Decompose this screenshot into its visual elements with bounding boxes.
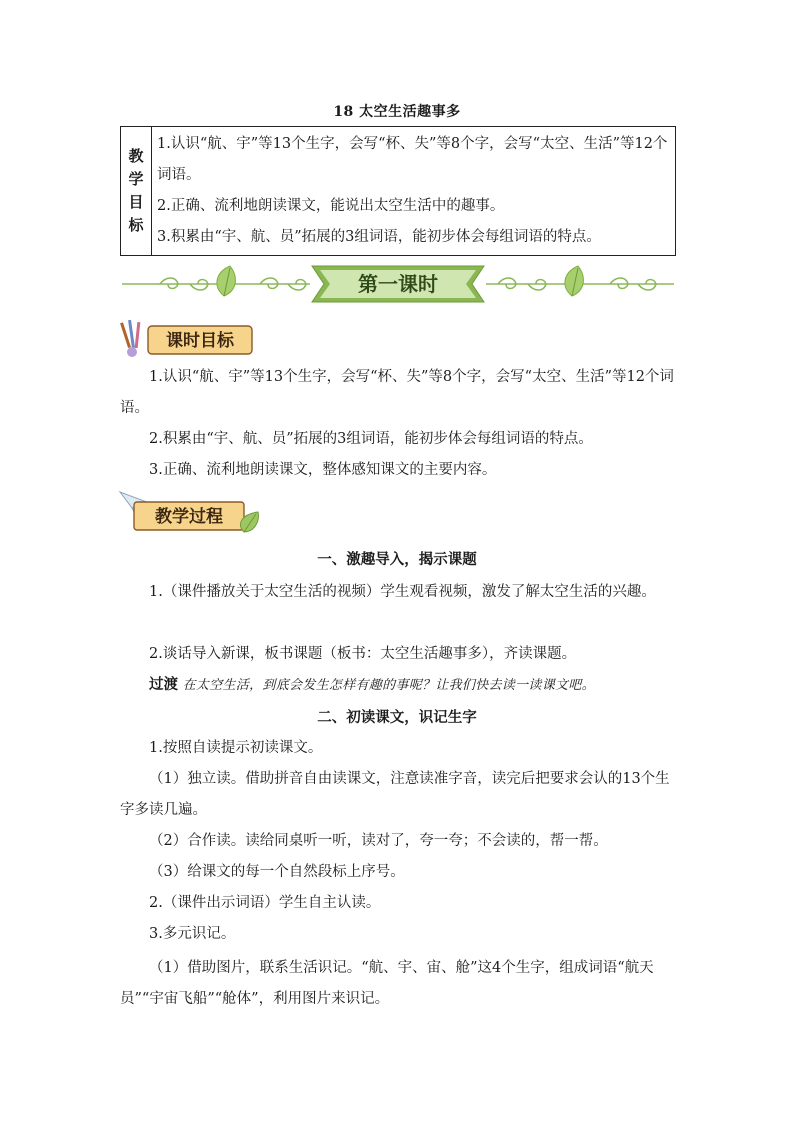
section-heading: 二、初读课文，识记生字 [317,709,477,726]
header-char: 学 [128,170,144,188]
transition-label: 过渡 [149,677,178,693]
paragraph: 1.按照自读提示初读课文。 [149,740,323,756]
teaching-goals-table [120,126,676,256]
teaching-process-tag [118,486,263,541]
goal-item: 3.积累由“宇、航、员”拓展的3组词语，能初步体会每组词语的特点。 [157,229,601,245]
lesson-goal-item: 2.积累由“宇、航、员”拓展的3组词语，能初步体会每组词语的特点。 [149,431,593,447]
paragraph: （2）合作读。读给同桌听一听，读对了，夸一夸；不会读的，帮一帮。 [149,833,608,849]
paragraph: 2.（课件出示词语）学生自主认读。 [149,895,381,911]
lesson-goal-item: 1.认识“航、宇”等13个生字，会写“杯、失”等8个字，会写“太空、生活”等12个词语。 [120,369,674,416]
lesson-goals-tag [118,318,258,360]
header-char: 教 [128,147,144,165]
goal-item: 2.正确、流利地朗读课文，能说出太空生活中的趣事。 [157,198,505,214]
lesson-banner [120,262,676,306]
teaching-goals-list [152,127,676,256]
paragraph: （1）独立读。借助拼音自由读课文，注意读准字音，读完后把要求会认的13个生字多读几遍。 [120,771,670,818]
goal-item: 1.认识“航、宇”等13个生字，会写“杯、失”等8个字，会写“太空、生活”等12个词语。 [157,136,668,183]
lesson-goal-item: 3.正确、流利地朗读课文，整体感知课文的主要内容。 [149,462,497,478]
vine-left-decoration [122,278,310,290]
lesson-goals-tag-label: 课时目标 [166,331,234,351]
transition-paragraph [120,670,676,701]
banner-label: 第一课时 [358,272,438,296]
teaching-process-tag-label: 教学过程 [155,507,223,527]
section-heading: 一、激趣导入，揭示课题 [317,551,477,568]
header-char: 目 [128,193,144,211]
paragraph: 2.谈话导入新课，板书课题（板书：太空生活趣事多），齐读课题。 [149,646,577,662]
leaf-icon [217,266,236,296]
teaching-goals-header [121,127,152,256]
paragraph: （3）给课文的每一个自然段标上序号。 [149,864,405,880]
paragraph: 1.（课件播放关于太空生活的视频）学生观看视频，激发了解太空生活的兴趣。 [149,584,656,600]
paragraph: （1）借助图片，联系生活识记。“航、宇、宙、舱”这4个生字，组成词语“航天员”“宇宙飞船”“舱体”，利用图片来识记。 [120,960,654,1007]
page-title: 18 太空生活趣事多 [333,104,461,120]
brushes-icon [120,320,140,357]
header-char: 标 [128,216,144,234]
leaf-icon [565,266,584,296]
transition-text: 在太空生活，到底会发生怎样有趣的事呢？让我们快去读一读课文吧。 [182,678,595,693]
paragraph: 3.多元识记。 [149,926,236,942]
